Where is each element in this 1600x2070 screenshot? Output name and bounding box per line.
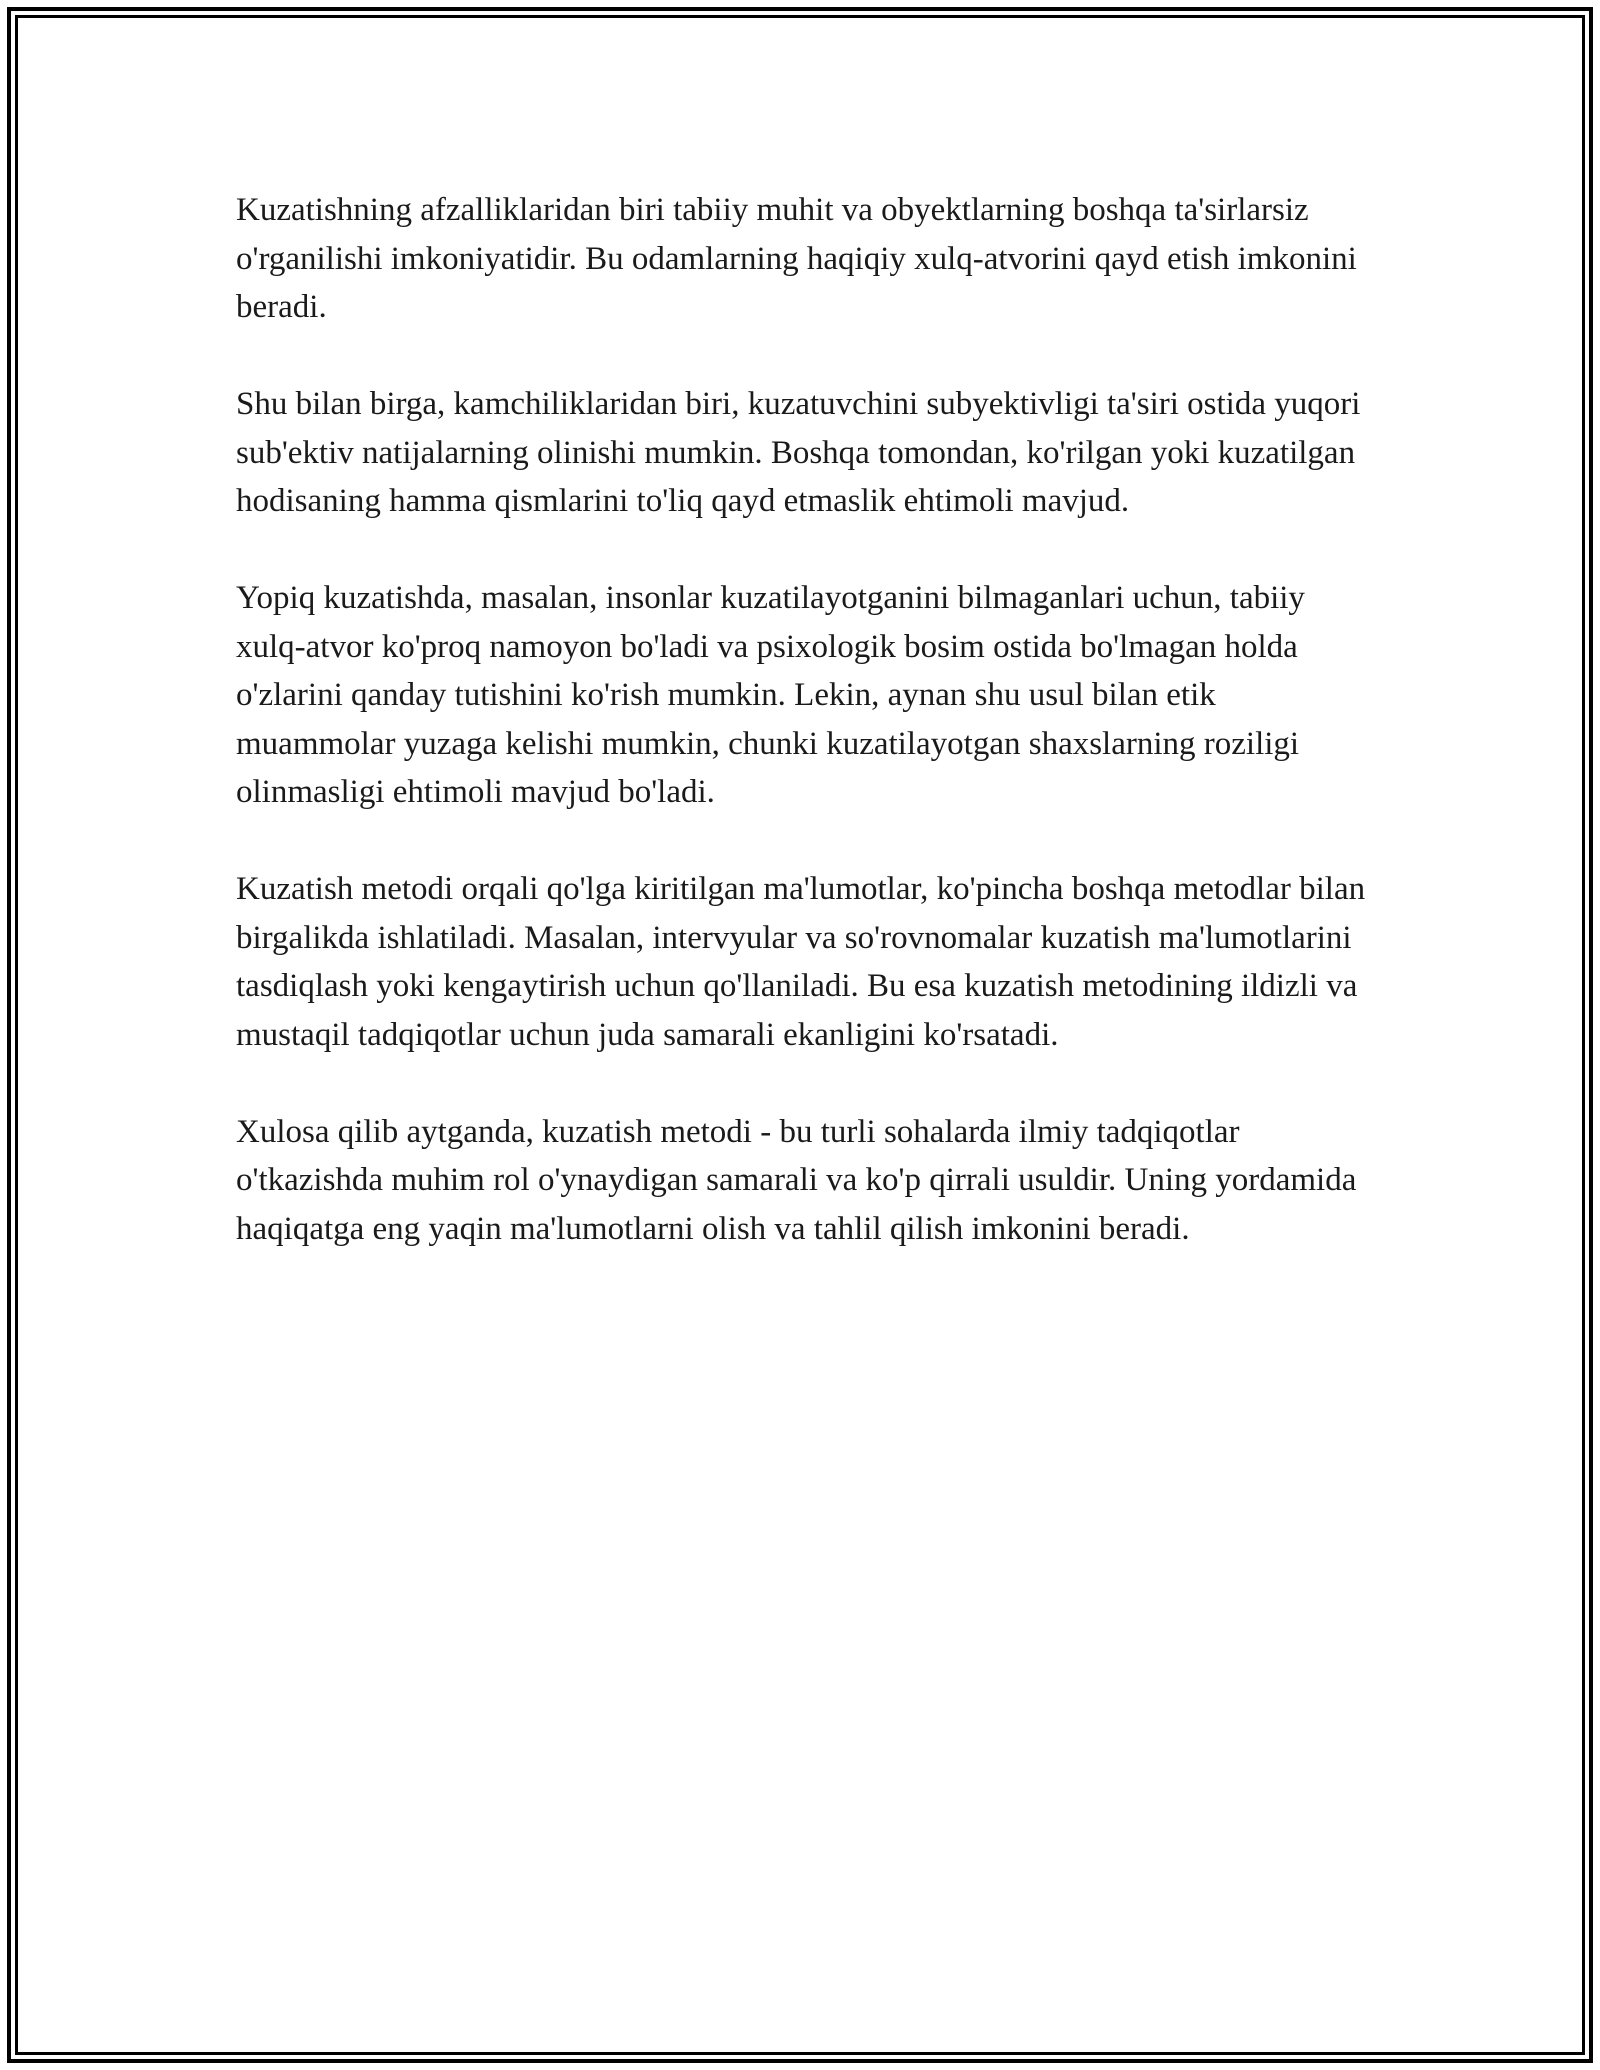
paragraph-2: Shu bilan birga, kamchiliklaridan biri, kuzatuvchini subyektivligi ta'siri ostida yuqori sub'ektiv natijalarning olinishi mumkin. Boshqa tomondan, ko'rilgan yoki kuzatilgan hodisaning hamma qismlarini to'liq qayd etmaslik ehtimoli mavjud.: [236, 386, 1361, 519]
paragraph-3: Yopiq kuzatishda, masalan, insonlar kuzatilayotganini bilmaganlari uchun, tabiiy xulq-atvor ko'proq namoyon bo'ladi va psixologik bosim ostida bo'lmagan holda o'zlarini qanday tutishini ko'rish mumkin. Lekin, aynan shu usul bilan etik muammolar yuzaga kelishi mumkin, chunki kuzatilayotgan shaxslarning roziligi olinmasligi ehtimoli mavjud bo'ladi.: [236, 580, 1305, 810]
paragraph-1: Kuzatishning afzalliklaridan biri tabiiy muhit va obyektlarning boshqa ta'sirlarsiz o'rganilishi imkoniyatidir. Bu odamlarning haqiqiy xulq-atvorini qayd etish imkonini beradi.: [236, 192, 1357, 325]
paragraph-5: Xulosa qilib aytganda, kuzatish metodi - bu turli sohalarda ilmiy tadqiqotlar o'tkazishda muhim rol o'ynaydigan samarali va ko'p qirrali usuldir. Uning yordamida haqiqatga eng yaqin ma'lumotlarni olish va tahlil qilish imkonini beradi.: [236, 1113, 1357, 1247]
paragraph-4: Kuzatish metodi orqali qo'lga kiritilgan ma'lumotlar, ko'pincha boshqa metodlar bilan birgalikda ishlatiladi. Masalan, intervyular va so'rovnomalar kuzatish ma'lumotlarini tasdiqlash yoki kengaytirish uchun qo'llaniladi. Bu esa kuzatish metodining ildizli va mustaqil tadqiqotlar uchun juda samarali ekanligini ko'rsatadi.: [236, 871, 1366, 1053]
document-body: [236, 186, 1366, 1302]
